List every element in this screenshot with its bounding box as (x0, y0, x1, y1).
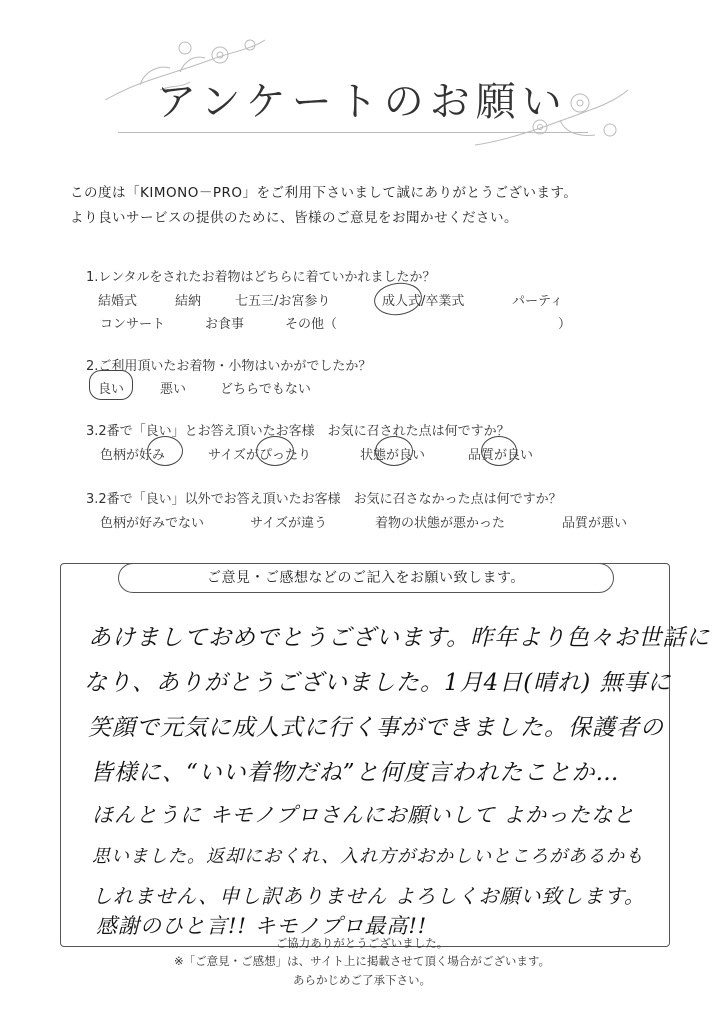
q3-selection-circle (481, 436, 517, 466)
q4-option-size-wrong[interactable]: サイズが違う (250, 516, 327, 531)
handwritten-line: あけましておめでとうございます。昨年より色々お世話に (88, 625, 711, 651)
q1-option-concert[interactable]: コンサート (100, 317, 166, 332)
question-3: 3.2番で「良い」とお答え頂いたお客様 お気に召された点は何ですか？ (86, 424, 510, 439)
handwritten-line: 皆様に、“いい着物だね”と何度言われたことか… (90, 760, 620, 786)
handwritten-line: しれません、申し訳ありません よろしくお願い致します。 (92, 884, 645, 908)
q2-selection-circle (89, 370, 133, 400)
q1-option-wedding[interactable]: 結婚式 (98, 294, 138, 309)
q2-option-bad[interactable]: 悪い (160, 382, 187, 397)
q1-option-engagement[interactable]: 結納 (175, 294, 202, 309)
footer-note-2: あらかじめご了承下さい。 (293, 973, 431, 987)
handwritten-line: 感謝のひと言!! キモノプロ最高!! (96, 914, 428, 938)
q1-option-dinner[interactable]: お食事 (205, 317, 245, 332)
intro-line-2: より良いサービスの提供のために、皆様のご意見をお聞かせください。 (70, 210, 518, 226)
q3-option-size-fit[interactable]: サイズがぴったり (208, 448, 311, 463)
page-title: アンケートのお願い (156, 79, 568, 125)
q4-option-pattern-disliked[interactable]: 色柄が好みでない (100, 516, 205, 531)
q1-selection-circle (372, 280, 424, 318)
handwritten-line: ほんとうに キモノプロさんにお願いして よかったなと (92, 803, 636, 827)
q2-option-good[interactable]: 良い (98, 382, 125, 397)
question-1: 1.レンタルをされたお着物はどちらに着ていかれましたか？ (86, 270, 436, 285)
q3-option-pattern-liked[interactable]: 色柄が好み (100, 448, 166, 463)
intro-line-1: この度は「KIMONO－PRO」をご利用下さいまして誠にありがとうございます。 (70, 185, 578, 201)
title-divider (118, 132, 588, 133)
q1-option-other-close: ） (558, 317, 572, 332)
question-2: 2.ご利用頂いたお着物・小物はいかがでしたか？ (86, 359, 372, 374)
handwritten-line: なり、ありがとうございました。1月4日(晴れ) 無事に (84, 670, 672, 696)
q4-option-bad-condition[interactable]: 着物の状態が悪かった (375, 516, 506, 531)
handwritten-line: 笑顔で元気に成人式に行く事ができました。保護者の (88, 715, 664, 741)
q1-option-party[interactable]: パーティ (512, 294, 563, 309)
q3-selection-circle (375, 436, 413, 466)
q1-option-other[interactable]: その他（ (285, 317, 338, 332)
q2-option-neither[interactable]: どちらでもない (220, 382, 311, 397)
q3-option-good-quality[interactable]: 品質が良い (468, 448, 534, 463)
q3-selection-circle (256, 436, 294, 466)
q1-option-shichigosan[interactable]: 七五三/お宮参り (235, 294, 331, 309)
q4-option-bad-quality[interactable]: 品質が悪い (562, 516, 628, 531)
comment-box-header: ご意見・ご感想などのご記入をお願い致します。 (118, 563, 614, 593)
q3-selection-circle (147, 436, 183, 466)
question-4: 3.2番で「良い」以外でお答え頂いたお客様 お気に召さなかった点は何ですか？ (86, 492, 562, 507)
q1-option-coming-of-age[interactable]: 成人式/卒業式 (382, 294, 465, 309)
handwritten-line: 思いました。返却におくれ、入れ方がおかしいところがあるかも (92, 846, 645, 867)
footer-note: ※「ご意見・ご感想」は、サイト上に掲載させて頂く場合がございます。 (174, 954, 550, 968)
footer-thanks: ご協力ありがとうございました。 (275, 936, 449, 950)
q3-option-good-condition[interactable]: 状態が良い (360, 448, 426, 463)
